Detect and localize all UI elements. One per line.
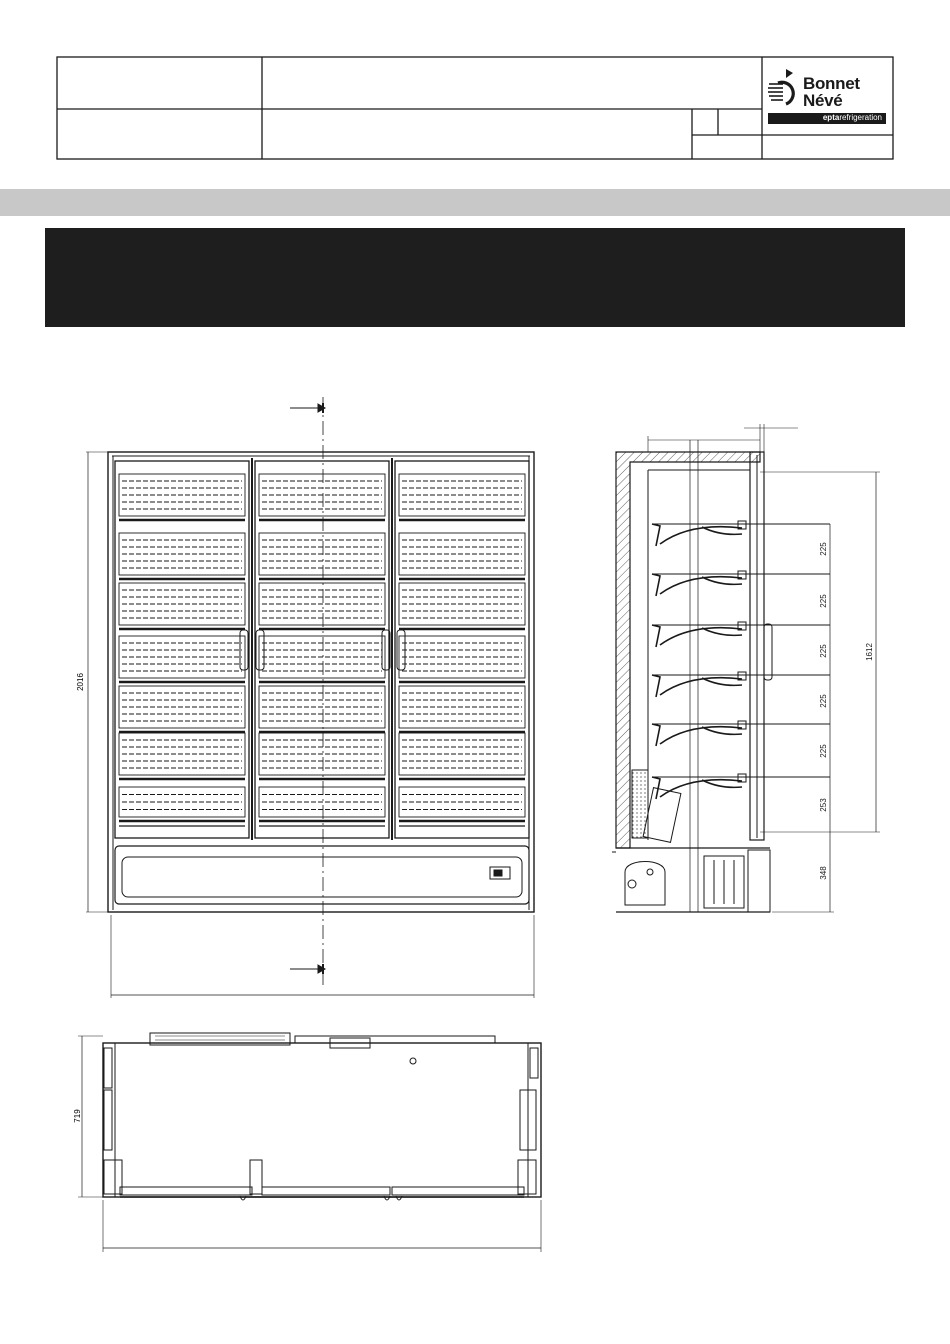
logo-brand-line1: Bonnet [803, 74, 860, 93]
top-view-door-right [392, 1187, 524, 1195]
logo-brand-line2: Névé [803, 91, 843, 110]
top-view-outline [103, 1043, 541, 1197]
top-view-drain [410, 1058, 416, 1064]
logo-tagline-bold: epta [822, 113, 840, 122]
shelf-spacing-label-3: 225 [819, 644, 828, 658]
top-view-door-center [262, 1187, 390, 1195]
shelf-spacing-label-2: 225 [819, 594, 828, 608]
bottom-height-label: 348 [819, 866, 828, 880]
front-height-label: 2016 [76, 673, 85, 691]
shelf-spacing-label-5: 225 [819, 744, 828, 758]
logo-tagline-rest: refrigeration [839, 113, 882, 122]
top-view-rear-duct [295, 1036, 495, 1043]
shelf-spacing-label-1: 225 [819, 542, 828, 556]
shelf-spacing-label-4: 225 [819, 694, 828, 708]
overall-internal-height-label: 1612 [865, 643, 874, 661]
top-depth-label: 719 [73, 1109, 82, 1123]
top-view-door-left [120, 1187, 252, 1195]
shelf-spacing-label-6: 253 [819, 798, 828, 812]
